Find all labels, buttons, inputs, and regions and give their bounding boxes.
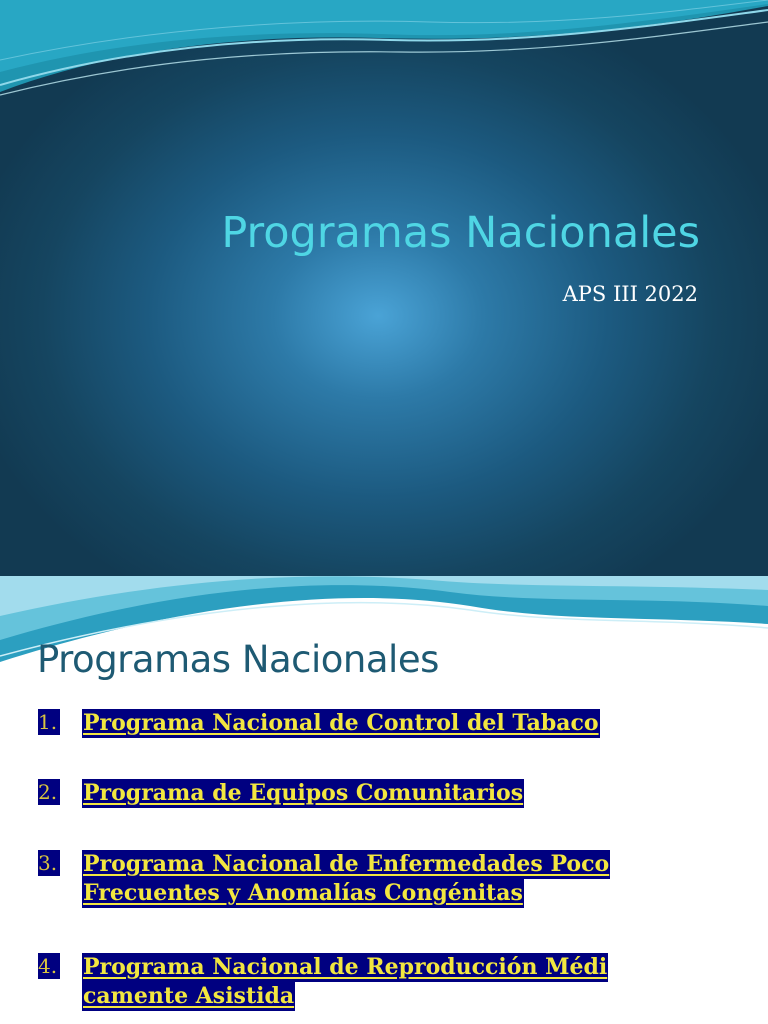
slide-subtitle: APS III 2022: [562, 282, 698, 306]
program-link-text[interactable]: Frecuentes y Anomalías Congénitas: [83, 880, 523, 906]
program-link[interactable]: [82, 779, 524, 808]
item-number: 1.: [38, 709, 60, 735]
program-link[interactable]: [82, 850, 610, 908]
program-list: [0, 576, 768, 1024]
program-link-text[interactable]: camente Asistida: [83, 983, 295, 1009]
program-link[interactable]: [82, 953, 608, 1011]
item-number: 4.: [38, 953, 60, 979]
item-number: 2.: [38, 779, 60, 805]
program-link-text[interactable]: Programa Nacional de Enfermedades Poco: [83, 851, 610, 877]
slide-title: Programas Nacionales: [37, 638, 439, 681]
wave-decoration: [0, 0, 768, 110]
content-slide: [0, 576, 768, 1024]
program-link[interactable]: [82, 709, 600, 738]
slide-title: Programas Nacionales: [221, 208, 700, 258]
item-number: 3.: [38, 850, 60, 876]
program-link-text[interactable]: Programa de Equipos Comunitarios: [83, 780, 524, 806]
program-link-text[interactable]: Programa Nacional de Reproducción Médi: [83, 954, 608, 980]
program-link-text[interactable]: Programa Nacional de Control del Tabaco: [83, 710, 599, 736]
